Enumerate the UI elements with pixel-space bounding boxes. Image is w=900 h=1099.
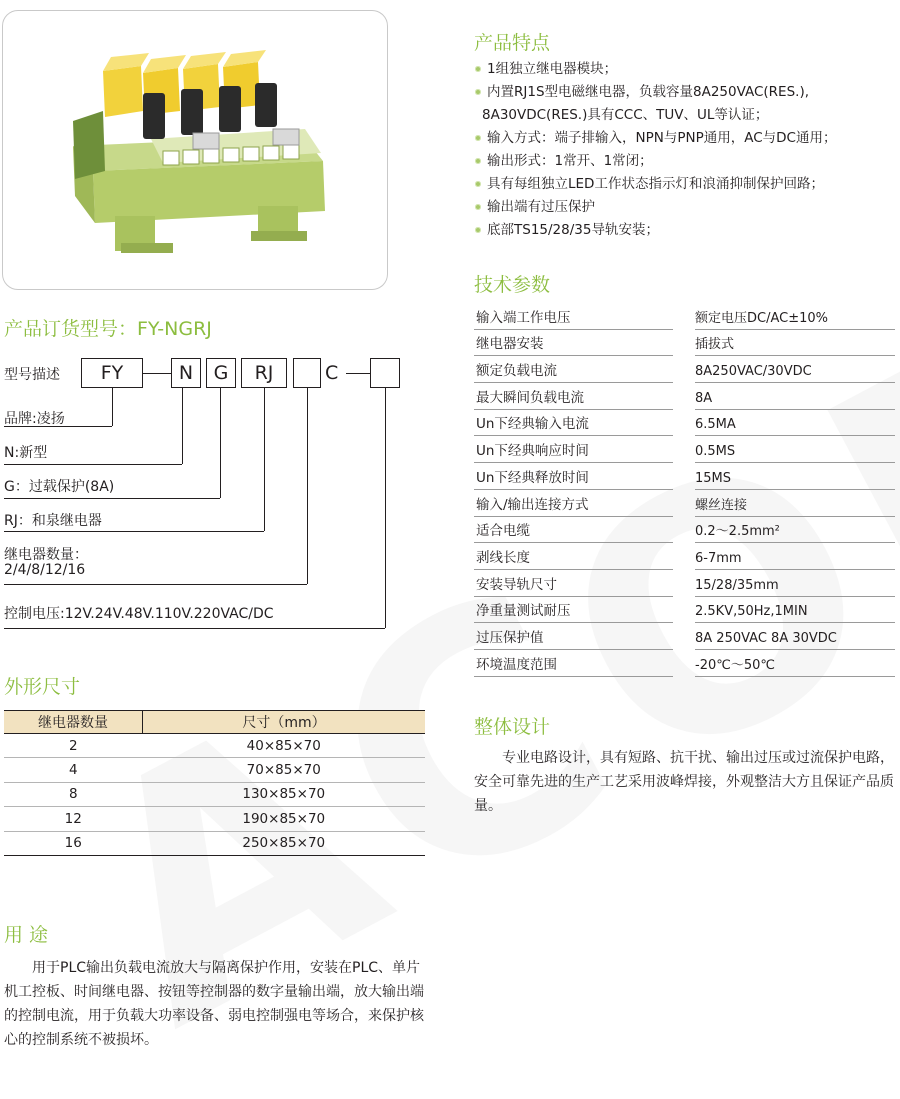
model-box-fy: FY	[81, 358, 143, 388]
params-row: 输入/输出连接方式 螺丝连接	[474, 489, 897, 516]
features-title: 产品特点	[474, 32, 551, 54]
model-box-voltage	[370, 358, 400, 388]
bullet-icon	[475, 181, 481, 187]
params-row: 安装导轨尺寸 15/28/35mm	[474, 569, 897, 596]
connector-line	[4, 628, 385, 629]
model-c-letter: C	[325, 362, 339, 384]
feature-item-continued: 8A30VDC(RES.)具有CCC、TUV、UL等认证；	[482, 107, 769, 123]
params-row: 剥线长度 6-7mm	[474, 542, 897, 569]
params-row: 环境温度范围 -20℃～50℃	[474, 649, 897, 676]
connector-line	[4, 584, 307, 585]
connector-line	[4, 464, 182, 465]
bullet-icon	[475, 135, 481, 141]
feature-item: 输出端有过压保护	[474, 196, 894, 219]
connector-line	[264, 388, 265, 531]
bullet-icon	[475, 227, 481, 233]
model-label-relay: RJ：和泉继电器	[4, 513, 102, 529]
feature-item: 具有每组独立LED工作状态指示灯和浪涌抑制保护回路；	[474, 173, 894, 196]
connector-line	[385, 388, 386, 628]
model-box-n: N	[171, 358, 201, 388]
table-row: 4 70×85×70	[4, 758, 425, 782]
bullet-icon	[475, 158, 481, 164]
dims-header-size: 尺寸（mm）	[143, 711, 426, 734]
model-label-quantity-values: 2/4/8/12/16	[4, 562, 86, 578]
feature-item: 输入方式：端子排输入，NPN与PNP通用，AC与DC通用；	[474, 127, 894, 150]
params-row: Un下经典输入电流 6.5MA	[474, 409, 897, 436]
params-table	[474, 302, 897, 676]
model-box-rj: RJ	[241, 358, 287, 388]
model-label-new: N:新型	[4, 445, 48, 461]
model-label-quantity: 继电器数量：	[4, 547, 88, 563]
bullet-icon	[475, 204, 481, 210]
usage-paragraph: 用于PLC输出负载电流放大与隔离保护作用，安装在PLC、单片机工控板、时间继电器、按钮等控制器的数字量输出端，放大输出端的控制电流，用于负载大功率设备、弱电控制强电等场合，来保护核心的控制系统不被损坏。	[4, 960, 424, 1048]
params-row: 输入端工作电压 额定电压DC/AC±10%	[474, 302, 897, 329]
dims-table	[4, 710, 425, 856]
table-row: 8 130×85×70	[4, 782, 425, 806]
feature-item: 输出形式：1常开、1常闭；	[474, 150, 894, 173]
model-box-g: G	[206, 358, 236, 388]
feature-item: 内置RJ1S型电磁继电器，负载容量8A250VAC(RES.),	[474, 81, 894, 104]
params-title: 技术参数	[474, 274, 551, 296]
params-row: 过压保护值 8A 250VAC 8A 30VDC	[474, 622, 897, 649]
connector-line	[182, 388, 183, 464]
params-row: Un下经典响应时间 0.5MS	[474, 435, 897, 462]
connector-line	[4, 531, 264, 532]
features-list	[474, 58, 894, 242]
dims-header-row	[4, 711, 425, 734]
params-row: 最大瞬间负载电流 8A	[474, 382, 897, 409]
bullet-icon	[475, 89, 481, 95]
model-box-quantity	[293, 358, 321, 388]
feature-item: 1组独立继电器模块；	[474, 58, 894, 81]
dims-header-quantity: 继电器数量	[4, 711, 143, 734]
order-title: 产品订货型号：FY-NGRJ	[4, 318, 212, 340]
bullet-icon	[475, 66, 481, 72]
model-desc-label: 型号描述	[4, 367, 60, 383]
params-row: Un下经典释放时间 15MS	[474, 462, 897, 489]
model-dash	[143, 373, 171, 374]
model-label-overload: G：过载保护(8A)	[4, 479, 115, 495]
relay-module-image	[3, 11, 387, 289]
table-row: 16 250×85×70	[4, 831, 425, 855]
design-title: 整体设计	[474, 716, 551, 738]
connector-line	[220, 388, 221, 498]
model-dash	[346, 373, 370, 374]
connector-line	[4, 498, 220, 499]
connector-line	[112, 388, 113, 426]
usage-title: 用 途	[4, 924, 49, 946]
params-row: 继电器安装 插拔式	[474, 329, 897, 356]
connector-line	[307, 388, 308, 584]
product-image-panel	[2, 10, 388, 290]
table-row: 12 190×85×70	[4, 807, 425, 831]
dims-title: 外形尺寸	[4, 676, 81, 698]
design-paragraph: 专业电路设计，具有短路、抗干扰、输出过压或过流保护电路，安全可靠先进的生产工艺采用波峰焊接，外观整洁大方且保证产品质量。	[474, 750, 894, 814]
model-label-brand: 品牌:凌扬	[4, 411, 65, 427]
feature-item: 底部TS15/28/35导轨安装；	[474, 219, 894, 242]
params-row: 额定负载电流 8A250VAC/30VDC	[474, 355, 897, 382]
table-row: 2 40×85×70	[4, 734, 425, 758]
params-row: 净重量测试耐压 2.5KV,50Hz,1MIN	[474, 596, 897, 623]
model-label-voltage: 控制电压:12V.24V.48V.110V.220VAC/DC	[4, 606, 274, 622]
params-row: 适合电缆 0.2～2.5mm²	[474, 516, 897, 543]
